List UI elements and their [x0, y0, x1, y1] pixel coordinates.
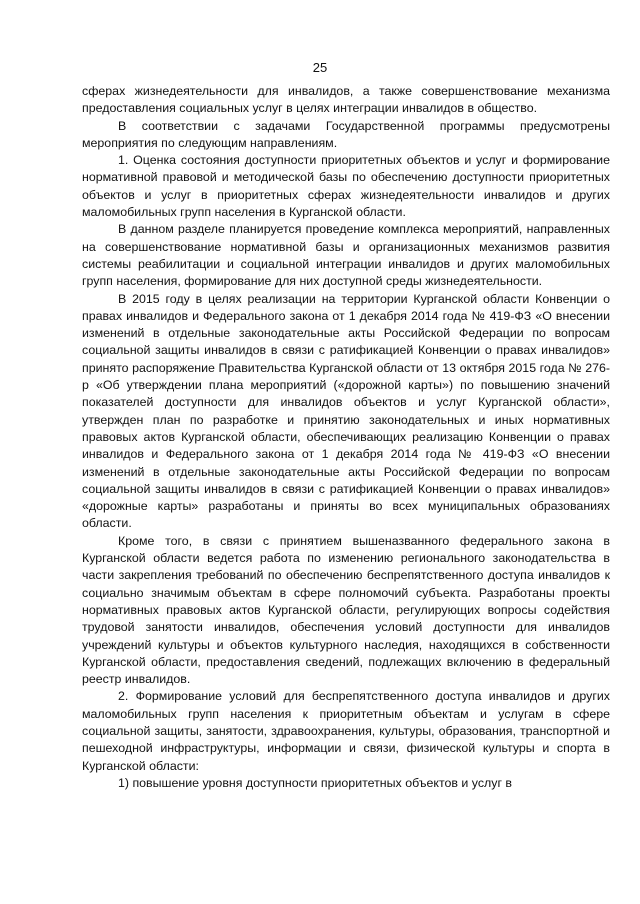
- paragraph-section-plans: В данном разделе планируется проведение комплекса мероприятий, направленных на совершенствование нормативной базы и организационных механизмов развития системы реабилитации и социальной интеграции инвалидов и других маломобильных групп населения, формирование для них доступной среды жизнедеятельности.: [82, 222, 610, 289]
- document-body: [82, 83, 610, 792]
- page-number: 25: [312, 60, 328, 75]
- paragraph-2015-measures: В 2015 году в целях реализации на территории Курганской области Конвенции о правах инвалидов и Федерального закона от 1 декабря 2014 года № 419-ФЗ «О внесении изменений в отдельные законодательные акты Российской Федерации по вопросам социальной защиты инвалидов в связи с ратификацией Конвенции о правах инвалидов» принято распоряжение Правительства Курганской области от 13 октября 2015 года № 276-р «Об утверждении плана мероприятий («дорожной карты») по повышению значений показателей доступности для инвалидов объектов и услуг Курганской области», утвержден план по разработке и принятию законодательных и иных нормативных правовых актов Курганской области, обеспечивающих реализацию Конвенции о правах инвалидов и Федерального закона от 1 декабря 2014 года № 419-ФЗ «О внесении изменений в отдельные законодательные акты Российской Федерации по вопросам социальной защиты инвалидов в связи с ратификацией Конвенции о правах инвалидов» «дорожные карты» разработаны и приняты во всех муниципальных образованиях области.: [82, 291, 610, 531]
- paragraph-direction-2: 2. Формирование условий для беспрепятственного доступа инвалидов и других маломобильных групп населения к приоритетным объектам и услугам в сфере социальной защиты, занятости, здравоохранения, культуры, образования, транспортной и пешеходной инфраструктуры, информации и связи, физической культуры и спорта в Курганской области:: [82, 689, 610, 773]
- paragraph-regional-legislation: Кроме того, в связи с принятием вышеназванного федерального закона в Курганской области ведется работа по изменению регионального законодательства в части закрепления требований по обеспечению беспрепятственного доступа инвалидов к социально значимым объектам в сфере полномочий субъекта. Разработаны проекты нормативных правовых актов Курганской области, регулирующих вопросы содействия трудовой занятости инвалидов, обеспечения условий доступности для инвалидов учреждений культуры и объектов культурного наследия, находящихся в собственности Курганской области, предоставления сведений, подлежащих включению в федеральный реестр инвалидов.: [82, 533, 610, 687]
- paragraph-program-measures: В соответствии с задачами Государственной программы предусмотрены мероприятия по следующим направлениям.: [82, 118, 610, 150]
- paragraph-continuation: сферах жизнедеятельности для инвалидов, а также совершенствование механизма предоставления социальных услуг в целях интеграции инвалидов в общество.: [82, 84, 610, 116]
- paragraph-direction-1: 1. Оценка состояния доступности приоритетных объектов и услуг и формирование нормативной правовой и методической базы по обеспечению доступности приоритетных объектов и услуг в приоритетных сферах жизнедеятельности инвалидов и других маломобильных групп населения в Курганской области.: [82, 153, 610, 220]
- paragraph-item-1: 1) повышение уровня доступности приоритетных объектов и услуг в: [118, 775, 513, 790]
